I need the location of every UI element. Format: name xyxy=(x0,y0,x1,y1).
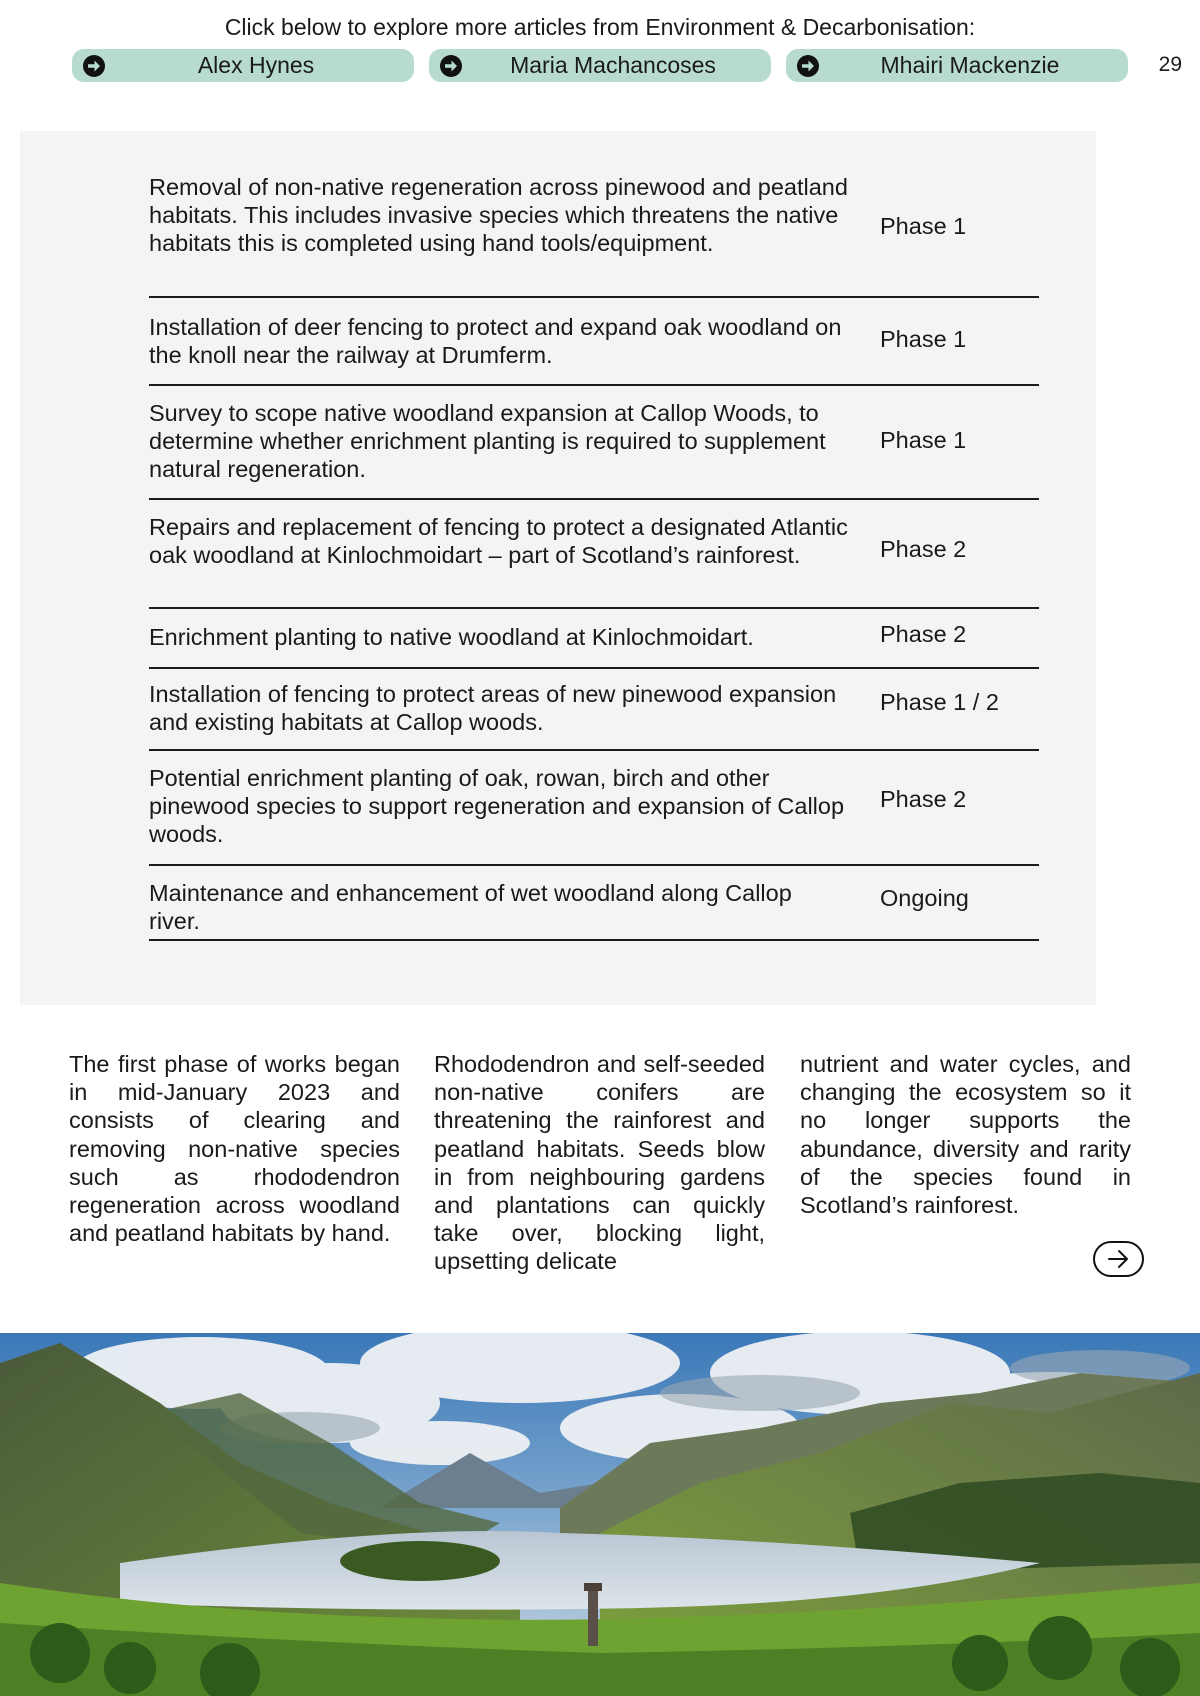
body-text-column-3: nutrient and water cycles, and changing the ecosystem so it no longer supports the abundance, diversity and rarity of the species found in Scotland’s rainforest. xyxy=(800,1051,1131,1219)
author-link-alex-hynes[interactable] xyxy=(72,49,414,82)
body-text-column-1: The first phase of works began in mid-January 2023 and consists of clearing and removing non-native species such as rhododendron regeneration across woodland and peatland habitats by hand. xyxy=(69,1051,400,1247)
row-phase: Phase 2 xyxy=(880,536,967,562)
row-description: Repairs and replacement of fencing to protect a designated Atlantic oak woodland at Kinlochmoidart – part of Scotland’s rainforest. xyxy=(149,514,848,568)
author-link-maria-machancoses[interactable] xyxy=(429,49,771,82)
row-phase: Phase 2 xyxy=(880,621,967,647)
arrow-right-icon xyxy=(1108,1249,1130,1269)
row-description: Installation of fencing to protect areas of new pinewood expansion and existing habitats at Callop woods. xyxy=(149,681,837,735)
table-row xyxy=(149,498,1039,609)
table-row xyxy=(149,296,1039,386)
row-phase: Phase 1 / 2 xyxy=(880,689,999,715)
table-row xyxy=(149,384,1039,500)
arrow-circle-icon xyxy=(82,54,106,78)
arrow-circle-icon xyxy=(439,54,463,78)
table-row xyxy=(149,667,1039,751)
row-description: Survey to scope native woodland expansion at Callop Woods, to determine whether enrichment planting is required to supplement natural regeneration. xyxy=(149,400,826,482)
author-name: Maria Machancoses xyxy=(510,52,716,78)
row-description: Enrichment planting to native woodland at Kinlochmoidart. xyxy=(149,624,754,650)
page-number: 29 xyxy=(1158,53,1182,76)
row-phase: Phase 1 xyxy=(880,326,967,352)
author-name: Mhairi Mackenzie xyxy=(880,52,1060,78)
table-row xyxy=(149,749,1039,866)
body-text-column-2: Rhododendron and self-seeded non-native conifers are threatening the rainforest and peatland habitats. Seeds blow in from neighbouring gardens and plantations can quickly take over, blocking light, upsetting delicate xyxy=(434,1051,765,1275)
row-phase: Phase 1 xyxy=(880,427,967,453)
row-phase: Ongoing xyxy=(880,885,969,911)
author-link-mhairi-mackenzie[interactable] xyxy=(786,49,1128,82)
table-row xyxy=(149,607,1039,669)
landscape-photo xyxy=(0,1333,1200,1696)
row-phase: Phase 1 xyxy=(880,213,967,239)
arrow-circle-icon xyxy=(796,54,820,78)
row-description: Removal of non-native regeneration across pinewood and peatland habitats. This includes invasive species which threatens the native habitats this is completed using hand tools/equipment. xyxy=(149,174,848,256)
row-description: Maintenance and enhancement of wet woodland along Callop river. xyxy=(149,880,792,934)
author-name: Alex Hynes xyxy=(197,52,315,78)
table-row xyxy=(149,864,1039,941)
row-description: Installation of deer fencing to protect and expand oak woodland on the knoll near the railway at Drumferm. xyxy=(149,314,842,368)
row-description: Potential enrichment planting of oak, rowan, birch and other pinewood species to support regeneration and expansion of Callop woods. xyxy=(149,765,845,847)
related-articles-heading: Click below to explore more articles from Environment & Decarbonisation: xyxy=(224,14,976,40)
table-row xyxy=(149,171,1039,298)
next-page-button[interactable] xyxy=(1093,1241,1144,1277)
row-phase: Phase 2 xyxy=(880,786,967,812)
